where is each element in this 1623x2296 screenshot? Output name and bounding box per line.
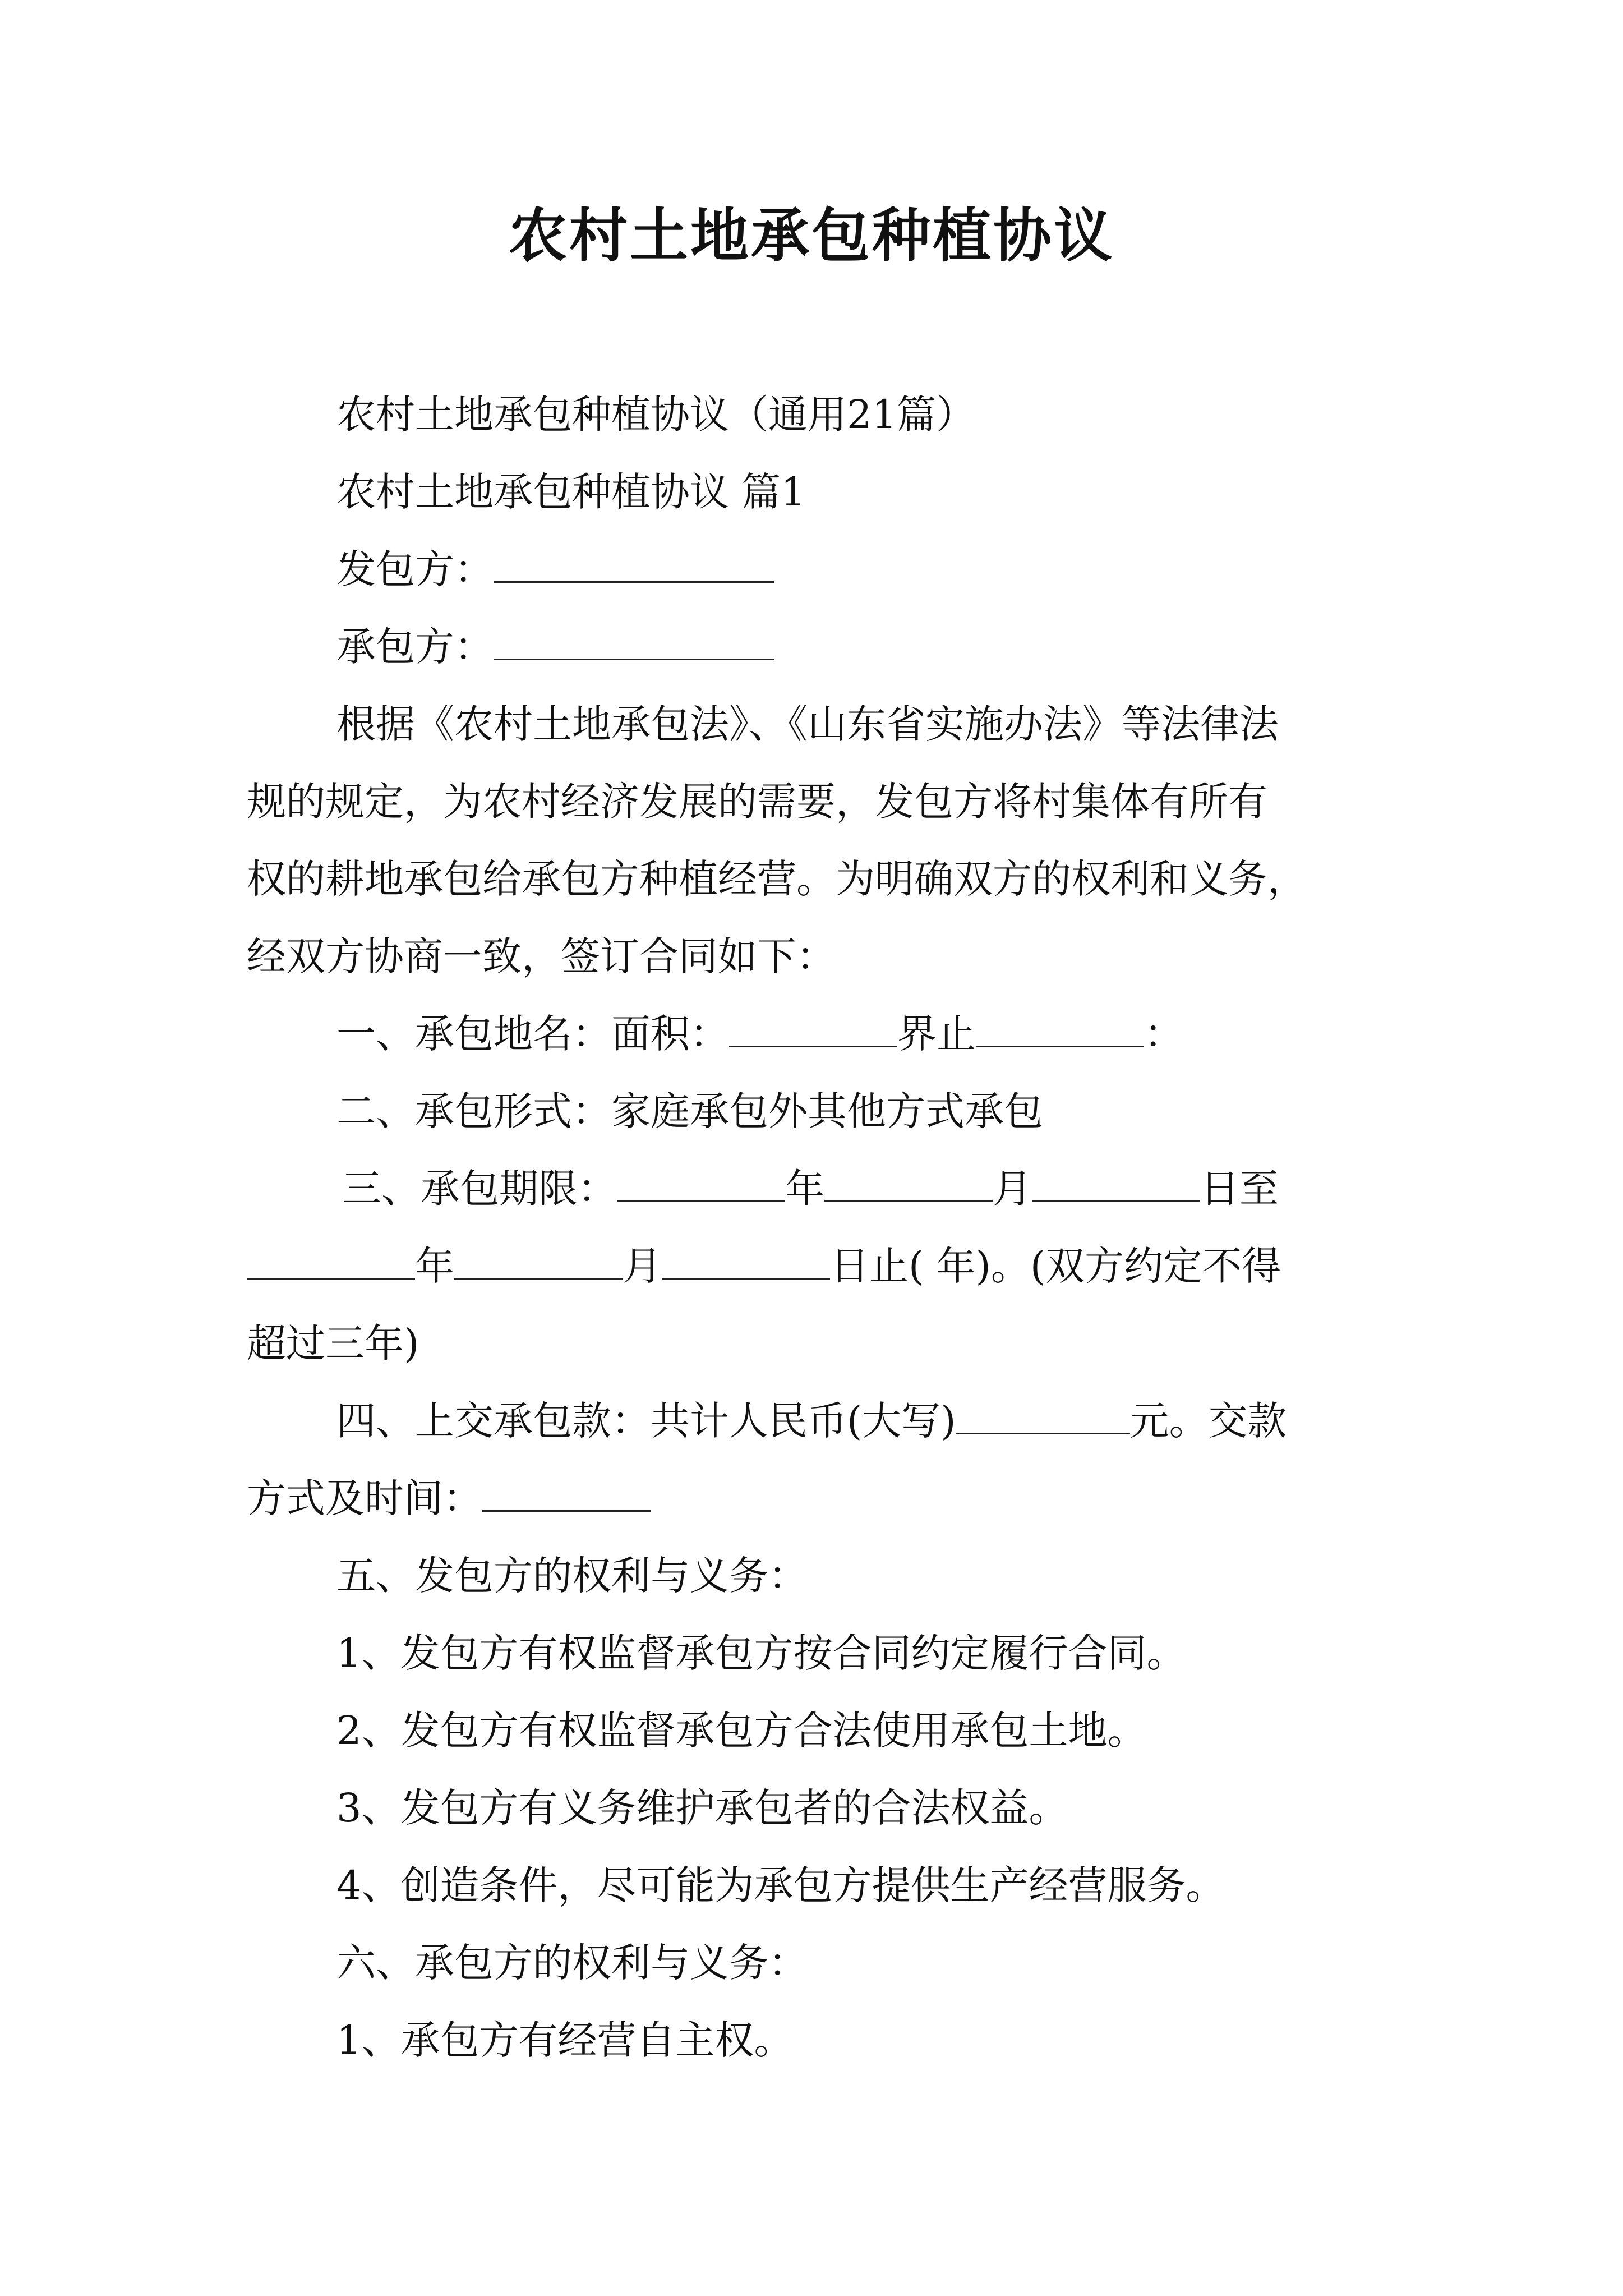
clause-4-text-a: 四、上交承包款：共计人民币(大写) bbox=[336, 1398, 956, 1444]
clause-3-month2: 月 bbox=[623, 1243, 662, 1289]
clause-6-item-1: 1、承包方有经营自主权。 bbox=[336, 2017, 794, 2063]
preamble-line-3: 权的耕地承包给承包方种植经营。为明确双方的权利和义务， bbox=[247, 856, 1307, 902]
clause-3-day-to: 日至 bbox=[1200, 1166, 1279, 1212]
end-year-blank bbox=[247, 1246, 415, 1280]
clause-4 bbox=[247, 1382, 1385, 1460]
clause-4-text-b: 元。交款 bbox=[1129, 1398, 1287, 1444]
clause-4-cont bbox=[247, 1460, 1385, 1537]
clause-2: 二、承包形式：家庭承包外其他方式承包 bbox=[336, 1088, 1043, 1134]
clause-5-item-4: 4、创造条件，尽可能为承包方提供生产经营服务。 bbox=[336, 1862, 1225, 1908]
contractor-blank bbox=[494, 627, 774, 660]
contractor-line bbox=[247, 608, 1385, 685]
subtitle: 农村土地承包种植协议（通用21篇） bbox=[336, 392, 976, 438]
preamble-line-4: 经双方协商一致，签订合同如下： bbox=[247, 933, 836, 979]
article-heading: 农村土地承包种植协议 篇1 bbox=[336, 469, 806, 515]
contractor-label: 承包方： bbox=[336, 624, 494, 670]
payment-method-blank bbox=[482, 1479, 651, 1512]
clause-5-item-1: 1、发包方有权监督承包方按合同约定履行合同。 bbox=[336, 1630, 1186, 1676]
clause-1 bbox=[247, 995, 1385, 1073]
boundary-blank bbox=[976, 1014, 1144, 1047]
clause-1-text-a: 一、承包地名：面积： bbox=[336, 1011, 729, 1057]
amount-blank bbox=[956, 1401, 1130, 1434]
clause-4-text-c: 方式及时间： bbox=[247, 1475, 482, 1521]
clause-3 bbox=[247, 1150, 1385, 1227]
clause-1-text-b: 界止 bbox=[897, 1011, 976, 1057]
issuer-blank bbox=[494, 550, 774, 583]
end-month-blank bbox=[454, 1246, 623, 1280]
start-day-blank bbox=[1032, 1169, 1200, 1202]
issuer-line bbox=[247, 531, 1385, 608]
document-body bbox=[247, 376, 1385, 2079]
start-year-blank bbox=[617, 1169, 785, 1202]
issuer-label: 发包方： bbox=[336, 546, 494, 592]
start-month-blank bbox=[824, 1169, 993, 1202]
clause-5: 五、发包方的权利与义务： bbox=[336, 1553, 808, 1599]
clause-5-item-3: 3、发包方有义务维护承包者的合法权益。 bbox=[336, 1785, 1068, 1831]
end-day-blank bbox=[662, 1246, 830, 1280]
clause-3-last: 超过三年) bbox=[247, 1320, 419, 1366]
clause-3-year2: 年 bbox=[415, 1243, 454, 1289]
clause-6: 六、承包方的权利与义务： bbox=[336, 1940, 808, 1986]
clause-3-year: 年 bbox=[785, 1166, 824, 1212]
preamble-line-1: 根据《农村土地承包法》、《山东省实施办法》等法律法 bbox=[336, 701, 1279, 747]
area-blank bbox=[729, 1014, 897, 1047]
clause-3-text: 三、承包期限： bbox=[342, 1166, 617, 1212]
clause-1-text-c: ： bbox=[1144, 1011, 1183, 1057]
clause-5-item-2: 2、发包方有权监督承包方合法使用承包土地。 bbox=[336, 1708, 1147, 1754]
document-title: 农村土地承包种植协议 bbox=[508, 201, 1114, 270]
clause-3-end: 日止( 年)。(双方约定不得 bbox=[830, 1243, 1281, 1289]
clause-3-cont bbox=[247, 1227, 1385, 1305]
preamble-line-2: 规的规定，为农村经济发展的需要，发包方将村集体有所有 bbox=[247, 779, 1267, 825]
clause-3-month: 月 bbox=[993, 1166, 1032, 1212]
